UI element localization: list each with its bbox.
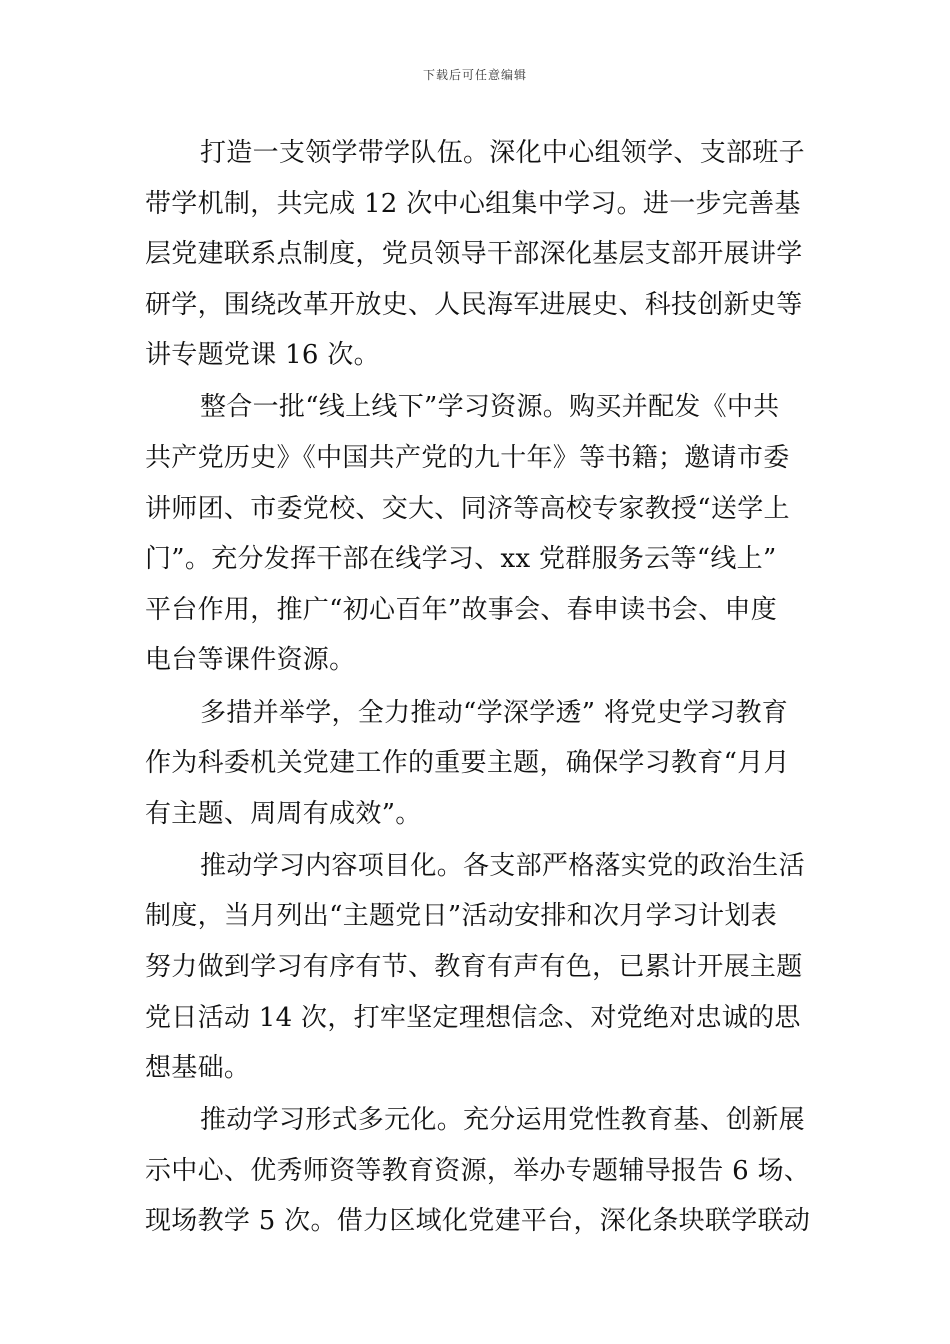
paragraph-multiple-measures (145, 688, 815, 840)
text-line: 讲师团、市委党校、交大、同济等高校专家教授“送学上 (145, 493, 790, 524)
text-line: 示中心、优秀师资等教育资源，举办专题辅导报告 6 场、 (145, 1155, 811, 1186)
text-line: 层党建联系点制度，党员领导干部深化基层支部开展讲学 (145, 239, 803, 270)
paragraph-content-projects (145, 841, 815, 1094)
paragraph-learning-resources (145, 382, 815, 686)
text-line: 推动学习内容项目化。各支部严格落实党的政治生活 (200, 850, 805, 881)
text-line: 整合一批“线上线下”学习资源。购买并配发《中共 (200, 392, 780, 423)
text-line: 讲专题党课 16 次。 (145, 340, 380, 371)
document-body (145, 128, 815, 1247)
text-line: 平台作用，推广“初心百年”故事会、春申读书会、申度 (145, 594, 778, 625)
paragraph-leader-study (145, 128, 815, 381)
paragraph-diverse-forms (145, 1095, 815, 1247)
text-line: 电台等课件资源。 (145, 645, 356, 676)
text-line: 多措并举学，全力推动“学深学透” 将党史学习教育 (200, 697, 789, 728)
text-line: 打造一支领学带学队伍。深化中心组领学、支部班子 (200, 138, 805, 168)
text-line: 作为科委机关党建工作的重要主题，确保学习教育“月月 (145, 748, 790, 779)
text-line: 现场教学 5 次。借力区域化党建平台，深化条块联学联动 (145, 1206, 811, 1237)
text-line: 研学，围绕改革开放史、人民海军进展史、科技创新史等 (145, 289, 803, 320)
text-line: 努力做到学习有序有节、教育有声有色，已累计开展主题 (145, 952, 803, 982)
text-line: 党日活动 14 次，打牢坚定理想信念、对党绝对忠诚的思 (145, 1002, 801, 1033)
text-line: 有主题、周周有成效”。 (145, 798, 422, 829)
text-line: 共产党历史》《中国共产党的九十年》等书籍；邀请市委 (145, 443, 790, 474)
text-line: 推动学习形式多元化。充分运用党性教育基、创新展 (200, 1105, 805, 1136)
text-line: 制度，当月列出“主题党日”活动安排和次月学习计划表 (145, 901, 778, 932)
page-header: 下载后可任意编辑 (422, 68, 527, 82)
text-line: 带学机制，共完成 12 次中心组集中学习。进一步完善基 (145, 188, 801, 219)
text-line: 门”。充分发挥干部在线学习、xx 党群服务云等“线上” (145, 544, 777, 575)
text-line: 想基础。 (145, 1053, 251, 1084)
